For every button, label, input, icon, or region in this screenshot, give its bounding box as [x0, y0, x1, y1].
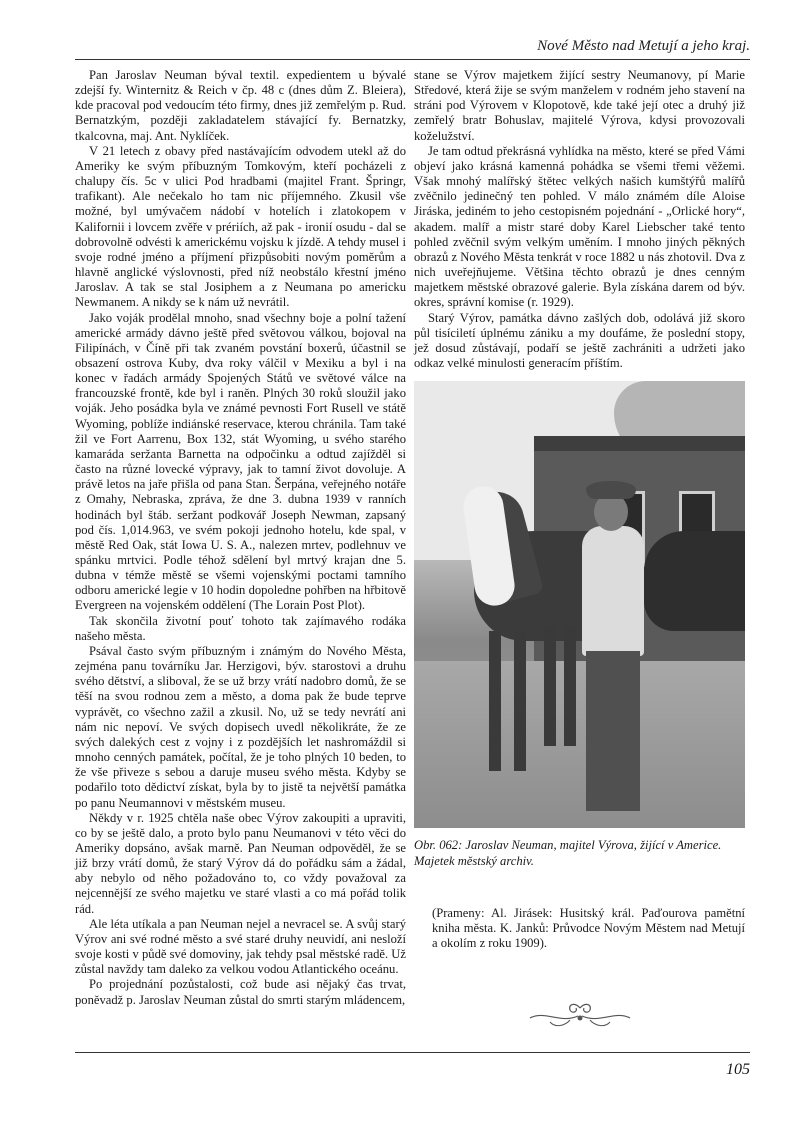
photo-horse-leg: [489, 631, 501, 771]
photo-man-shirt: [582, 526, 644, 656]
paragraph: V 21 letech z obavy před nastávajícím odvodem utekl až do Ameriky ke svým příbuzným Tomkovým, kteří pocházeli z chalupy čís. 5c v ulici Pod hradbami (majitel Frant. Špringr, trafikant). Ale nečekalo ho tam nic příjemného. Zkusil vše možné, byl umývačem nádobí v hotelích i zlatokopem v Kalifornii i lovcem zvěře v prériích, až pak - ironií osudu - dal se dobrovolně odvésti k americkému vojsku k jízdě. A tehdy musel i svoje rodné jméno a příjmení přizpůsobiti novým poměrům a hlavně anglické výslovnosti, před níž neobstálo křestní jméno Jaroslav. A tak se stal Josiphem a z Neumana po americku Newmanem. A nikdy se k nám už nevrátil.: [75, 143, 406, 310]
historical-photo-man-with-horses: [414, 381, 745, 828]
right-column: [414, 68, 745, 371]
sources-note: (Prameny: Al. Jirásek: Husitský král. Paďourova pamětní kniha města. K. Janků: Průvodce Novým Městem nad Metují a okolím z roku 1909).: [432, 906, 745, 951]
paragraph: Ale léta utíkala a pan Neuman nejel a nevracel se. A svůj starý Výrov ani své rodné město a své staré druhy neuvidí, ani nesloží svoje kosti v půdě své domoviny, jak tehdy psal městské radě. Už zůstal navždy tam daleko za velkou vodou Atlantického oceánu.: [75, 916, 406, 977]
photo-man-hat: [586, 481, 636, 499]
left-column: [75, 68, 406, 1008]
paragraph: Tak skončila životní pouť tohoto tak zajímavého rodáka našeho města.: [75, 613, 406, 643]
photo-ground: [414, 661, 745, 828]
photo-horse-leg: [564, 626, 576, 746]
footer-rule: [75, 1052, 750, 1053]
figure-caption: Obr. 062: Jaroslav Neuman, majitel Výrova, žijící v Americe. Majetek městský archiv.: [414, 838, 722, 868]
decorative-ornament-icon: [520, 1000, 640, 1030]
paragraph: Po projednání pozůstalosti, což bude asi nějaký čas trvat, poněvadž p. Jaroslav Neuman zůstal do smrti starým mládencem,: [75, 977, 406, 1007]
photo-dark-horse: [644, 531, 745, 631]
header-rule: [75, 59, 750, 60]
paragraph: Je tam odtud překrásná vyhlídka na město, které se před Vámi objeví jako krásná kamenná pohádka se všemi třemi věžemi. Však mnohý malířský štětec velkých našich kumštýřů malířů zvěčnilo jedinečný ten pohled. V málo známém díle Aloise Jiráska, jediném to jeho cestopisném pojednání - „Orlické hory“, akadem. malíř a mistr staré doby Karel Liebscher také tento pohled zvěčnil svým velkým uměním. I mnoho jiných pěkných obrazů z Nového Města tenkrát v roce 1882 u nás zhotovil. Dva z nich uveřejňujeme. Většina těchto obrazů je dnes cenným majetkem městské obrazové galerie. Byla získána darem od býv. okres, správní komise (r. 1929).: [414, 143, 745, 310]
photo-man-trousers: [586, 651, 640, 811]
running-header-title: Nové Město nad Metují a jeho kraj.: [537, 38, 750, 54]
paragraph: Psával často svým příbuzným i známým do Nového Města, zejména panu továrníku Jar. Herzigovi, býv. starostovi a druhu svého dětství, a sliboval, že se už brzy vrátí nadobro domů, že se těší na svou rodnou zem a město, a doma pak že bude teprve vyprávět, co všechno zažil a zkusil. No, už se tedy nevrátí ani nám nic nepoví. Ve svých dopisech uvedl několikráte, že ze svých dalekých cest z vojny i z pozdějších let nashromáždil si mnoho cenných památek, počítal, že je toho plných 10 beden, to že vše přiveze s sebou a daruje museu svého města. Kdyby se podařilo toto dědictví získat, byla by to jistě ta největší památka po panu Neumannovi v městském museu.: [75, 643, 406, 810]
photo-horse-leg: [544, 626, 556, 746]
paragraph: stane se Výrov majetkem žijící sestry Neumanovy, pí Marie Středové, která žije se svým manželem v rodném jeho stavení na stráni pod Výrovem v Klopotově, kde také její otec a druhý již zemřelý bratr Bohuslav, majitelé Výrova, kdysi provozovali koželužství.: [414, 68, 745, 143]
paragraph: Starý Výrov, památka dávno zašlých dob, odolává již skoro půl tisíciletí úplnému zániku a my doufáme, že poslední stopy, jež dosud zůstávají, podaří se ještě zachrániti a udržeti jako odkaz velké minulosti generacím příštím.: [414, 310, 745, 370]
paragraph: Jako voják prodělal mnoho, snad všechny boje a polní tažení americké armády dávno ještě před světovou válkou, bojoval na Filipínách, v Číně při tak zvaném povstání boxerů, účastnil se obsazení ostrova Kuby, dva roky válčil v Mexiku a byl i na konec v řadách armády Spojených Států ve světové válce na francouzské frontě, kde byl i raněn. Plných 30 roků sloužil jako voják. Jeho posádka byla ve známé pevnosti Fort Rusell ve státě Wyoming, poblíže indiánské reservace, kterou chránila. Tam také žil ve Fort Aarrenu, Box 132, stát Wyoming, u svého starého kamaráda seržanta Barnetta na odpočinku a odtud zajížděl si často na různé lovecké výpravy, jak to tamní život dovoluje. A právě letos na jaře přišla od pana Stan. Šerpána, veřejného notáře z Omahy, Nebraska, zpráva, že dne 3. dubna 1939 v ranních hodinách byl štáb. seržant podkovář Joseph Newman, zapsaný pod čís. 1,014.963, ve svém pokoji jednoho hotelu, kde spal, v městě Red Oak, stát Iowa U. S. A., nalezen mrtev, podlehnuv ve spánku mrtvici. Podle téhož sdělení byl mrtvý krajan dne 5. dubna v témže městě se všemi vojenskými poctami tamního odboru americké legie v 10 hodin dopoledne pohřben na hřbitově Evergreen na vojenském oddělení (The Lorain Post Plot).: [75, 310, 406, 613]
paragraph: Pan Jaroslav Neuman býval textil. expedientem u bývalé zdejší fy. Winternitz & Reich v čp. 48 c (dnes dům Z. Bleiera), kde pracoval pod vedoucím této firmy, dnes již zemřelým p. Rud. Bernatzkým, později zakladatelem stávající fy. Bernatzky, tkalcovna, maj. Ant. Nyklíček.: [75, 68, 406, 143]
paragraph: Někdy v r. 1925 chtěla naše obec Výrov zakoupiti a upraviti, co by se ještě dalo, a proto bylo panu Neumanovi v této věci do Ameriky dopsáno, avšak marně. Pan Neuman odpověděl, že se již brzy vrátí domů, že starý Výrov dá do pořádku sám a žádal, aby nebylo od něho požadováno to, co vždy považoval za nejcennější ze svého majetku ve staré vlasti a co má pořád tolik rád.: [75, 810, 406, 916]
photo-horse-leg: [514, 631, 526, 771]
page-number: 105: [726, 1061, 750, 1078]
